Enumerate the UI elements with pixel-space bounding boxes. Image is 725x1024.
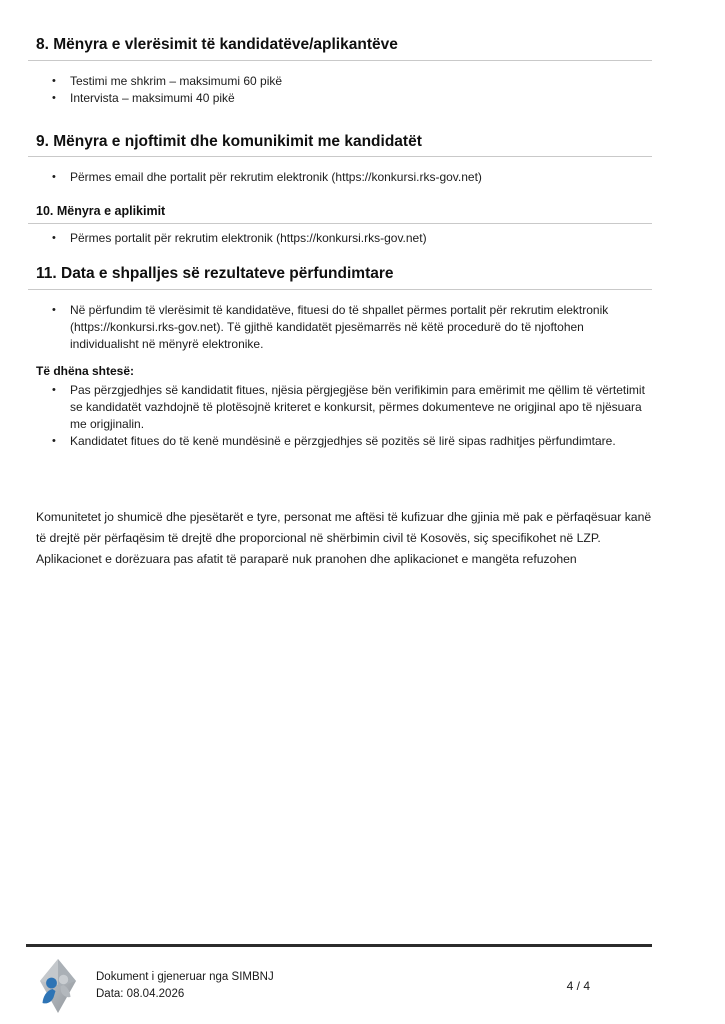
- bullet-text: Testimi me shkrim – maksimumi 60 pikë: [70, 73, 283, 88]
- closing-text: Aplikacionet e dorëzuara pas afatit të paraparë nuk pranohen dhe aplikacionet e mangëta refuzohen: [36, 551, 577, 566]
- bullet-text: Përmes email dhe portalit për rekrutim elektronik (https://konkursi.rks-gov.net): [70, 170, 482, 185]
- bullet-text: Pas përzgjedhjes së kandidatit fitues, njësia përgjegjëse bën verifikimin para emërimit me qëllim të vërtetimit se kandidatët vazhdojnë të plotësojnë kriteret e konkursit, përmes dokumenteve ne origjinal apo të njësuara me origjinalin.: [70, 382, 645, 431]
- section-heading-11: 11. Data e shpalljes së rezultateve përfundimtare: [28, 265, 652, 290]
- list-item: [36, 73, 652, 90]
- footer-generated-text: Dokument i gjeneruar nga SIMBNJ: [96, 971, 274, 983]
- bullet-text: Kandidatet fitues do të kenë mundësinë e përzgjedhjes së pozitës së lirë sipas radhitjes përfundimtare.: [70, 433, 616, 448]
- list-item: [36, 169, 652, 186]
- list-item: [36, 230, 652, 247]
- simbnj-logo-icon: [36, 959, 80, 1013]
- list-item: [36, 433, 652, 450]
- list-item: [36, 382, 652, 433]
- footer-text-block: [96, 969, 274, 1003]
- footer-inner: [26, 959, 652, 1013]
- section-10-list: [36, 230, 652, 247]
- closing-text: Komunitetet jo shumicë dhe pjesëtarët e tyre, personat me aftësi të kufizuar dhe gjinia më pak e përfaqësuar kanë të drejtë për përfaqësim të drejtë dhe proporcional në shërbimin civil të Kosovës, siç specifikohet në LZP.: [36, 509, 652, 545]
- additional-info-label: Të dhëna shtesë:: [36, 363, 135, 378]
- document-content: [28, 0, 652, 570]
- section-heading-8: 8. Mënyra e vlerësimit të kandidatëve/aplikantëve: [28, 36, 652, 61]
- page-number: 4 / 4: [566, 979, 590, 993]
- footer-date: Data: 08.04.2026: [96, 988, 185, 1000]
- closing-paragraph: [36, 507, 654, 570]
- section-11-list: [36, 302, 652, 353]
- section-heading-10: 10. Mënyra e aplikimit: [28, 204, 652, 224]
- list-item: [36, 90, 652, 107]
- section-8-list: [36, 73, 652, 107]
- list-item: [36, 302, 652, 353]
- section-9-list: [36, 169, 652, 186]
- page-footer: [26, 944, 652, 1013]
- additional-info-list: [36, 382, 652, 450]
- bullet-text: Përmes portalit për rekrutim elektronik (https://konkursi.rks-gov.net): [70, 231, 427, 246]
- section-heading-9: 9. Mënyra e njoftimit dhe komunikimit me kandidatët: [28, 133, 652, 158]
- bullet-text: Intervista – maksimumi 40 pikë: [70, 90, 235, 105]
- bullet-text: Në përfundim të vlerësimit të kandidatëve, fituesi do të shpallet përmes portalit për rekrutim elektronik (https://konkursi.rks-gov.net). Të gjithë kandidatët pjesëmarrës në këtë procedurë do të njoftohen individualisht në mënyrë elektronike.: [70, 302, 609, 351]
